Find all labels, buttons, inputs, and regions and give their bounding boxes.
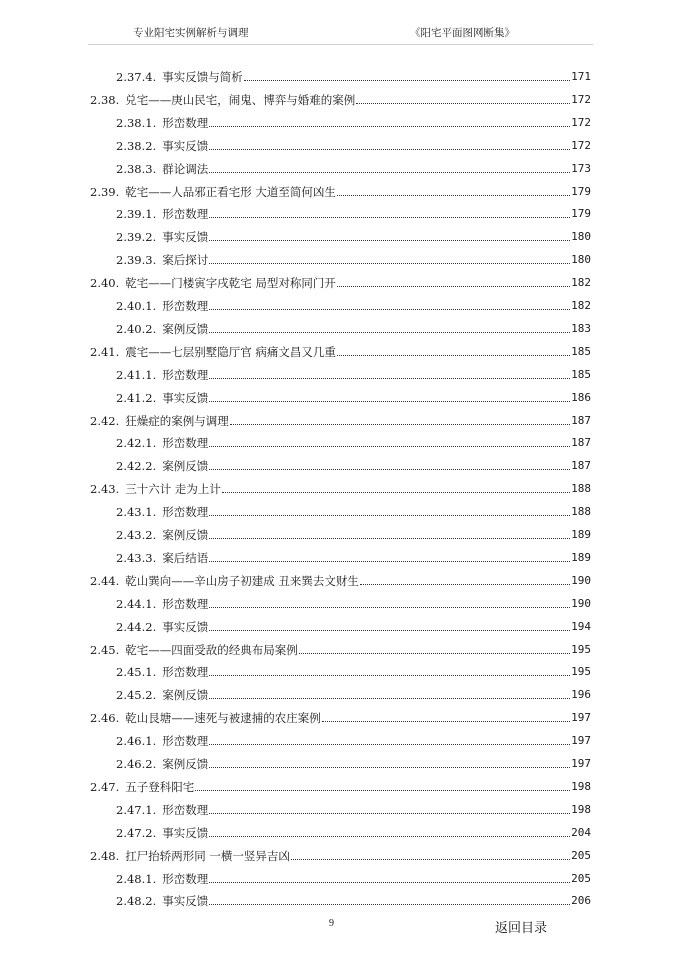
- toc-entry[interactable]: [116, 499, 591, 519]
- toc-entry-title: 事实反馈: [162, 619, 209, 634]
- toc-entry-title: 狂燥症的案例与调理: [125, 413, 229, 428]
- toc-entry-title: 乾山艮塘——速死与被逮捕的农庄案例: [125, 711, 321, 726]
- toc-dot-leader: [209, 309, 570, 310]
- toc-entry-page: 172: [571, 115, 591, 129]
- toc-entry-page: 206: [571, 894, 591, 908]
- toc-entry-page: 198: [571, 779, 591, 793]
- toc-entry[interactable]: [90, 408, 591, 428]
- toc-entry-title: 事实反馈: [162, 230, 209, 245]
- toc-dot-leader: [360, 584, 570, 585]
- toc-dot-leader: [209, 263, 570, 264]
- toc-dot-leader: [356, 103, 570, 104]
- toc-entry-page: 197: [571, 757, 591, 770]
- toc-dot-leader: [209, 446, 570, 447]
- toc-entry-title: 形峦数理: [162, 734, 209, 749]
- toc-entry-page: 205: [571, 871, 591, 885]
- toc-entry-page: 186: [571, 390, 591, 404]
- toc-entry-title: 形峦数理: [162, 665, 209, 680]
- header-series-title: 《阳宅平面图网断集》: [410, 27, 515, 39]
- toc-entry-title: 乾宅——人品邪正看宅形 大道至简何凶生: [125, 184, 336, 199]
- toc-entry-title: 形峦数理: [162, 115, 209, 130]
- toc-dot-leader: [209, 561, 570, 562]
- toc-entry[interactable]: [116, 224, 591, 244]
- toc-entry[interactable]: [90, 843, 591, 863]
- toc-entry[interactable]: [116, 133, 591, 153]
- toc-entry-number: 2.38.3.: [116, 161, 157, 176]
- toc-entry[interactable]: [116, 522, 591, 542]
- toc-dot-leader: [209, 515, 570, 516]
- toc-entry-title: 案例反馈: [162, 459, 209, 474]
- toc-entry-number: 2.43.1.: [116, 505, 157, 520]
- toc-entry-number: 2.38.2.: [116, 138, 157, 153]
- toc-entry-number: 2.45.: [90, 642, 120, 657]
- toc-entry-page: 188: [571, 505, 591, 519]
- toc-dot-leader: [209, 882, 570, 883]
- toc-entry-title: 形峦数理: [162, 871, 209, 886]
- toc-entry-number: 2.45.1.: [116, 665, 157, 680]
- toc-entry-page: 194: [571, 619, 591, 633]
- toc-entry[interactable]: [90, 339, 591, 359]
- toc-entry[interactable]: [90, 476, 591, 496]
- toc-entry-number: 2.40.1.: [116, 299, 157, 313]
- toc-entry[interactable]: [116, 797, 591, 817]
- toc-entry[interactable]: [90, 774, 591, 794]
- toc-entry-title: 震宅——七层别墅隐厅官 病痛文昌又几重: [125, 344, 336, 359]
- toc-entry-title: 案例反馈: [162, 321, 209, 336]
- toc-entry[interactable]: [116, 316, 591, 336]
- toc-entry-number: 2.48.: [90, 848, 120, 863]
- toc-entry-number: 2.41.2.: [116, 390, 157, 405]
- toc-entry-page: 195: [571, 642, 591, 656]
- toc-entry[interactable]: [116, 728, 591, 748]
- toc-entry-page: 182: [571, 299, 591, 312]
- toc-entry-page: 171: [571, 70, 591, 83]
- toc-entry-page: 205: [571, 848, 591, 862]
- toc-entry-page: 195: [571, 665, 591, 679]
- toc-entry-number: 2.46.1.: [116, 734, 157, 749]
- toc-entry[interactable]: [116, 751, 591, 771]
- toc-dot-leader: [322, 721, 570, 722]
- toc-entry-number: 2.46.: [90, 711, 120, 726]
- toc-entry-number: 2.43.3.: [116, 550, 157, 565]
- toc-entry-title: 形峦数理: [162, 596, 209, 611]
- toc-entry[interactable]: [116, 430, 591, 450]
- toc-dot-leader: [209, 126, 570, 127]
- toc-entry-number: 2.47.1.: [116, 802, 157, 817]
- toc-entry-page: 179: [571, 207, 591, 221]
- back-to-contents-link[interactable]: 返回目录: [495, 921, 548, 936]
- toc-entry-title: 乾山巽向——辛山房子初建成 丑来巽去文财生: [125, 573, 359, 588]
- toc-entry-number: 2.44.2.: [116, 619, 157, 634]
- toc-entry[interactable]: [116, 545, 591, 565]
- toc-entry-number: 2.48.1.: [116, 871, 157, 886]
- toc-entry-page: 187: [571, 413, 591, 427]
- toc-entry-number: 2.48.2.: [116, 894, 157, 909]
- toc-entry-title: 案例反馈: [162, 528, 209, 542]
- toc-entry-number: 2.39.2.: [116, 230, 157, 245]
- toc-entry[interactable]: [116, 362, 591, 382]
- toc-entry-number: 2.42.2.: [116, 459, 157, 474]
- toc-entry-page: 197: [571, 734, 591, 748]
- toc-entry-page: 190: [571, 573, 591, 587]
- toc-entry[interactable]: [116, 659, 591, 679]
- toc-dot-leader: [209, 378, 570, 379]
- toc-entry-number: 2.37.4.: [116, 70, 157, 84]
- toc-dot-leader: [195, 790, 570, 791]
- toc-entry-number: 2.47.: [90, 779, 120, 794]
- toc-dot-leader: [209, 607, 570, 608]
- toc-dot-leader: [209, 630, 570, 631]
- toc-entry-number: 2.42.1.: [116, 436, 157, 451]
- toc-entry-page: 172: [571, 138, 591, 152]
- toc-entry-number: 2.38.1.: [116, 115, 157, 130]
- toc-entry-title: 案后探讨: [162, 253, 209, 268]
- toc-dot-leader: [337, 286, 570, 287]
- toc-entry[interactable]: [116, 64, 591, 84]
- toc-dot-leader: [209, 767, 570, 768]
- toc-entry-title: 案例反馈: [162, 688, 209, 703]
- toc-entry-page: 189: [571, 550, 591, 564]
- toc-entry-title: 乾宅——四面受敌的经典布局案例: [125, 642, 298, 657]
- toc-dot-leader: [230, 424, 570, 425]
- toc-dot-leader: [209, 149, 570, 150]
- toc-dot-leader: [209, 836, 570, 837]
- toc-entry-title: 形峦数理: [162, 802, 209, 817]
- toc-entry[interactable]: [90, 179, 591, 199]
- toc-entry-number: 2.45.2.: [116, 688, 157, 703]
- toc-entry-number: 2.46.2.: [116, 757, 157, 771]
- toc-dot-leader: [337, 195, 570, 196]
- toc-entry-title: 事实反馈与简析: [162, 70, 243, 84]
- toc-dot-leader: [244, 80, 570, 81]
- toc-entry-title: 事实反馈: [162, 894, 209, 909]
- toc-entry-title: 事实反馈: [162, 138, 209, 153]
- toc-entry-number: 2.43.: [90, 482, 120, 497]
- toc-entry-page: 189: [571, 528, 591, 541]
- toc-entry-page: 180: [571, 253, 591, 267]
- toc-dot-leader: [209, 538, 570, 539]
- toc-entry-page: 196: [571, 688, 591, 702]
- toc-entry[interactable]: [116, 453, 591, 473]
- toc-dot-leader: [337, 355, 570, 356]
- toc-entry-title: 案例反馈: [162, 757, 209, 771]
- toc-entry-page: 190: [571, 596, 591, 610]
- toc-entry-number: 2.47.2.: [116, 825, 157, 840]
- toc-entry-number: 2.43.2.: [116, 528, 157, 542]
- toc-entry[interactable]: [116, 820, 591, 840]
- toc-dot-leader: [209, 698, 570, 699]
- toc-entry[interactable]: [116, 888, 591, 908]
- toc-entry-title: 形峦数理: [162, 505, 209, 520]
- toc-entry-number: 2.38.: [90, 92, 120, 107]
- toc-dot-leader: [222, 492, 570, 493]
- toc-dot-leader: [291, 859, 570, 860]
- toc-dot-leader: [209, 469, 570, 470]
- toc-entry-title: 事实反馈: [162, 825, 209, 840]
- toc-entry-title: 形峦数理: [162, 299, 209, 313]
- toc-entry-page: 180: [571, 230, 591, 244]
- toc-entry[interactable]: [116, 247, 591, 267]
- toc-dot-leader: [209, 401, 570, 402]
- toc-entry-number: 2.40.2.: [116, 321, 157, 336]
- toc-entry-title: 形峦数理: [162, 207, 209, 222]
- toc-entry[interactable]: [116, 385, 591, 405]
- toc-entry-page: 187: [571, 436, 591, 450]
- toc-entry-title: 案后结语: [162, 550, 209, 565]
- page-header: [0, 22, 675, 42]
- toc-entry-title: 三十六计 走为上计: [125, 482, 221, 497]
- toc-entry[interactable]: [116, 614, 591, 634]
- toc-entry-number: 2.44.1.: [116, 596, 157, 611]
- toc-entry-number: 2.41.: [90, 344, 120, 359]
- toc-entry[interactable]: [116, 201, 591, 221]
- toc-dot-leader: [209, 240, 570, 241]
- toc-entry[interactable]: [116, 110, 591, 130]
- toc-entry-number: 2.44.: [90, 573, 120, 588]
- toc-entry-title: 形峦数理: [162, 436, 209, 451]
- toc-entry-page: 187: [571, 459, 591, 473]
- toc-entry[interactable]: [90, 705, 591, 725]
- toc-entry-page: 179: [571, 184, 591, 198]
- toc-entry-page: 185: [571, 367, 591, 381]
- toc-entry-number: 2.41.1.: [116, 367, 157, 382]
- toc-dot-leader: [299, 653, 570, 654]
- toc-entry-title: 群论调法: [162, 161, 209, 176]
- toc-entry-page: 173: [571, 161, 591, 175]
- toc-entry-page: 185: [571, 344, 591, 358]
- toc-dot-leader: [209, 217, 570, 218]
- toc-entry-page: 204: [571, 825, 591, 839]
- toc-entry-page: 198: [571, 802, 591, 816]
- toc-dot-leader: [209, 675, 570, 676]
- toc-entry-title: 兑宅——庚山民宅，闹鬼、博弈与婚难的案例: [125, 92, 356, 107]
- toc-entry-title: 事实反馈: [162, 390, 209, 405]
- header-book-title: 专业阳宅实例解析与调理: [133, 27, 249, 39]
- toc-entry-page: 183: [571, 321, 591, 335]
- toc-entry[interactable]: [116, 866, 591, 886]
- toc-entry[interactable]: [116, 293, 591, 313]
- toc-entry[interactable]: [90, 637, 591, 657]
- toc-entry-title: 乾宅——门楼寅字戌乾宅 局型对称同门开: [125, 276, 336, 291]
- toc-entry-title: 形峦数理: [162, 367, 209, 382]
- toc-dot-leader: [209, 744, 570, 745]
- toc-entry-title: 扛尸抬轿两形同 一横一竖异吉凶: [125, 848, 290, 863]
- toc-entry-number: 2.39.1.: [116, 207, 157, 222]
- toc-entry[interactable]: [90, 270, 591, 290]
- toc-entry-number: 2.40.: [90, 276, 120, 291]
- toc-entry-number: 2.39.3.: [116, 253, 157, 268]
- toc-dot-leader: [209, 332, 570, 333]
- toc-entry[interactable]: [90, 87, 591, 107]
- toc-entry-title: 五子登科阳宅: [125, 779, 195, 794]
- toc-entry-page: 182: [571, 276, 591, 290]
- toc-entry[interactable]: [116, 591, 591, 611]
- toc-dot-leader: [209, 813, 570, 814]
- toc-entry-number: 2.42.: [90, 413, 120, 428]
- toc-entry-page: 188: [571, 482, 591, 496]
- header-divider: [88, 44, 593, 45]
- toc-entry[interactable]: [90, 568, 591, 588]
- toc-entry-number: 2.39.: [90, 184, 120, 199]
- toc-dot-leader: [209, 172, 570, 173]
- toc-entry[interactable]: [116, 156, 591, 176]
- toc-entry-page: 172: [571, 92, 591, 106]
- toc-entry-page: 197: [571, 711, 591, 725]
- toc-dot-leader: [209, 904, 570, 905]
- toc-entry[interactable]: [116, 682, 591, 702]
- page-number: 9: [329, 918, 334, 929]
